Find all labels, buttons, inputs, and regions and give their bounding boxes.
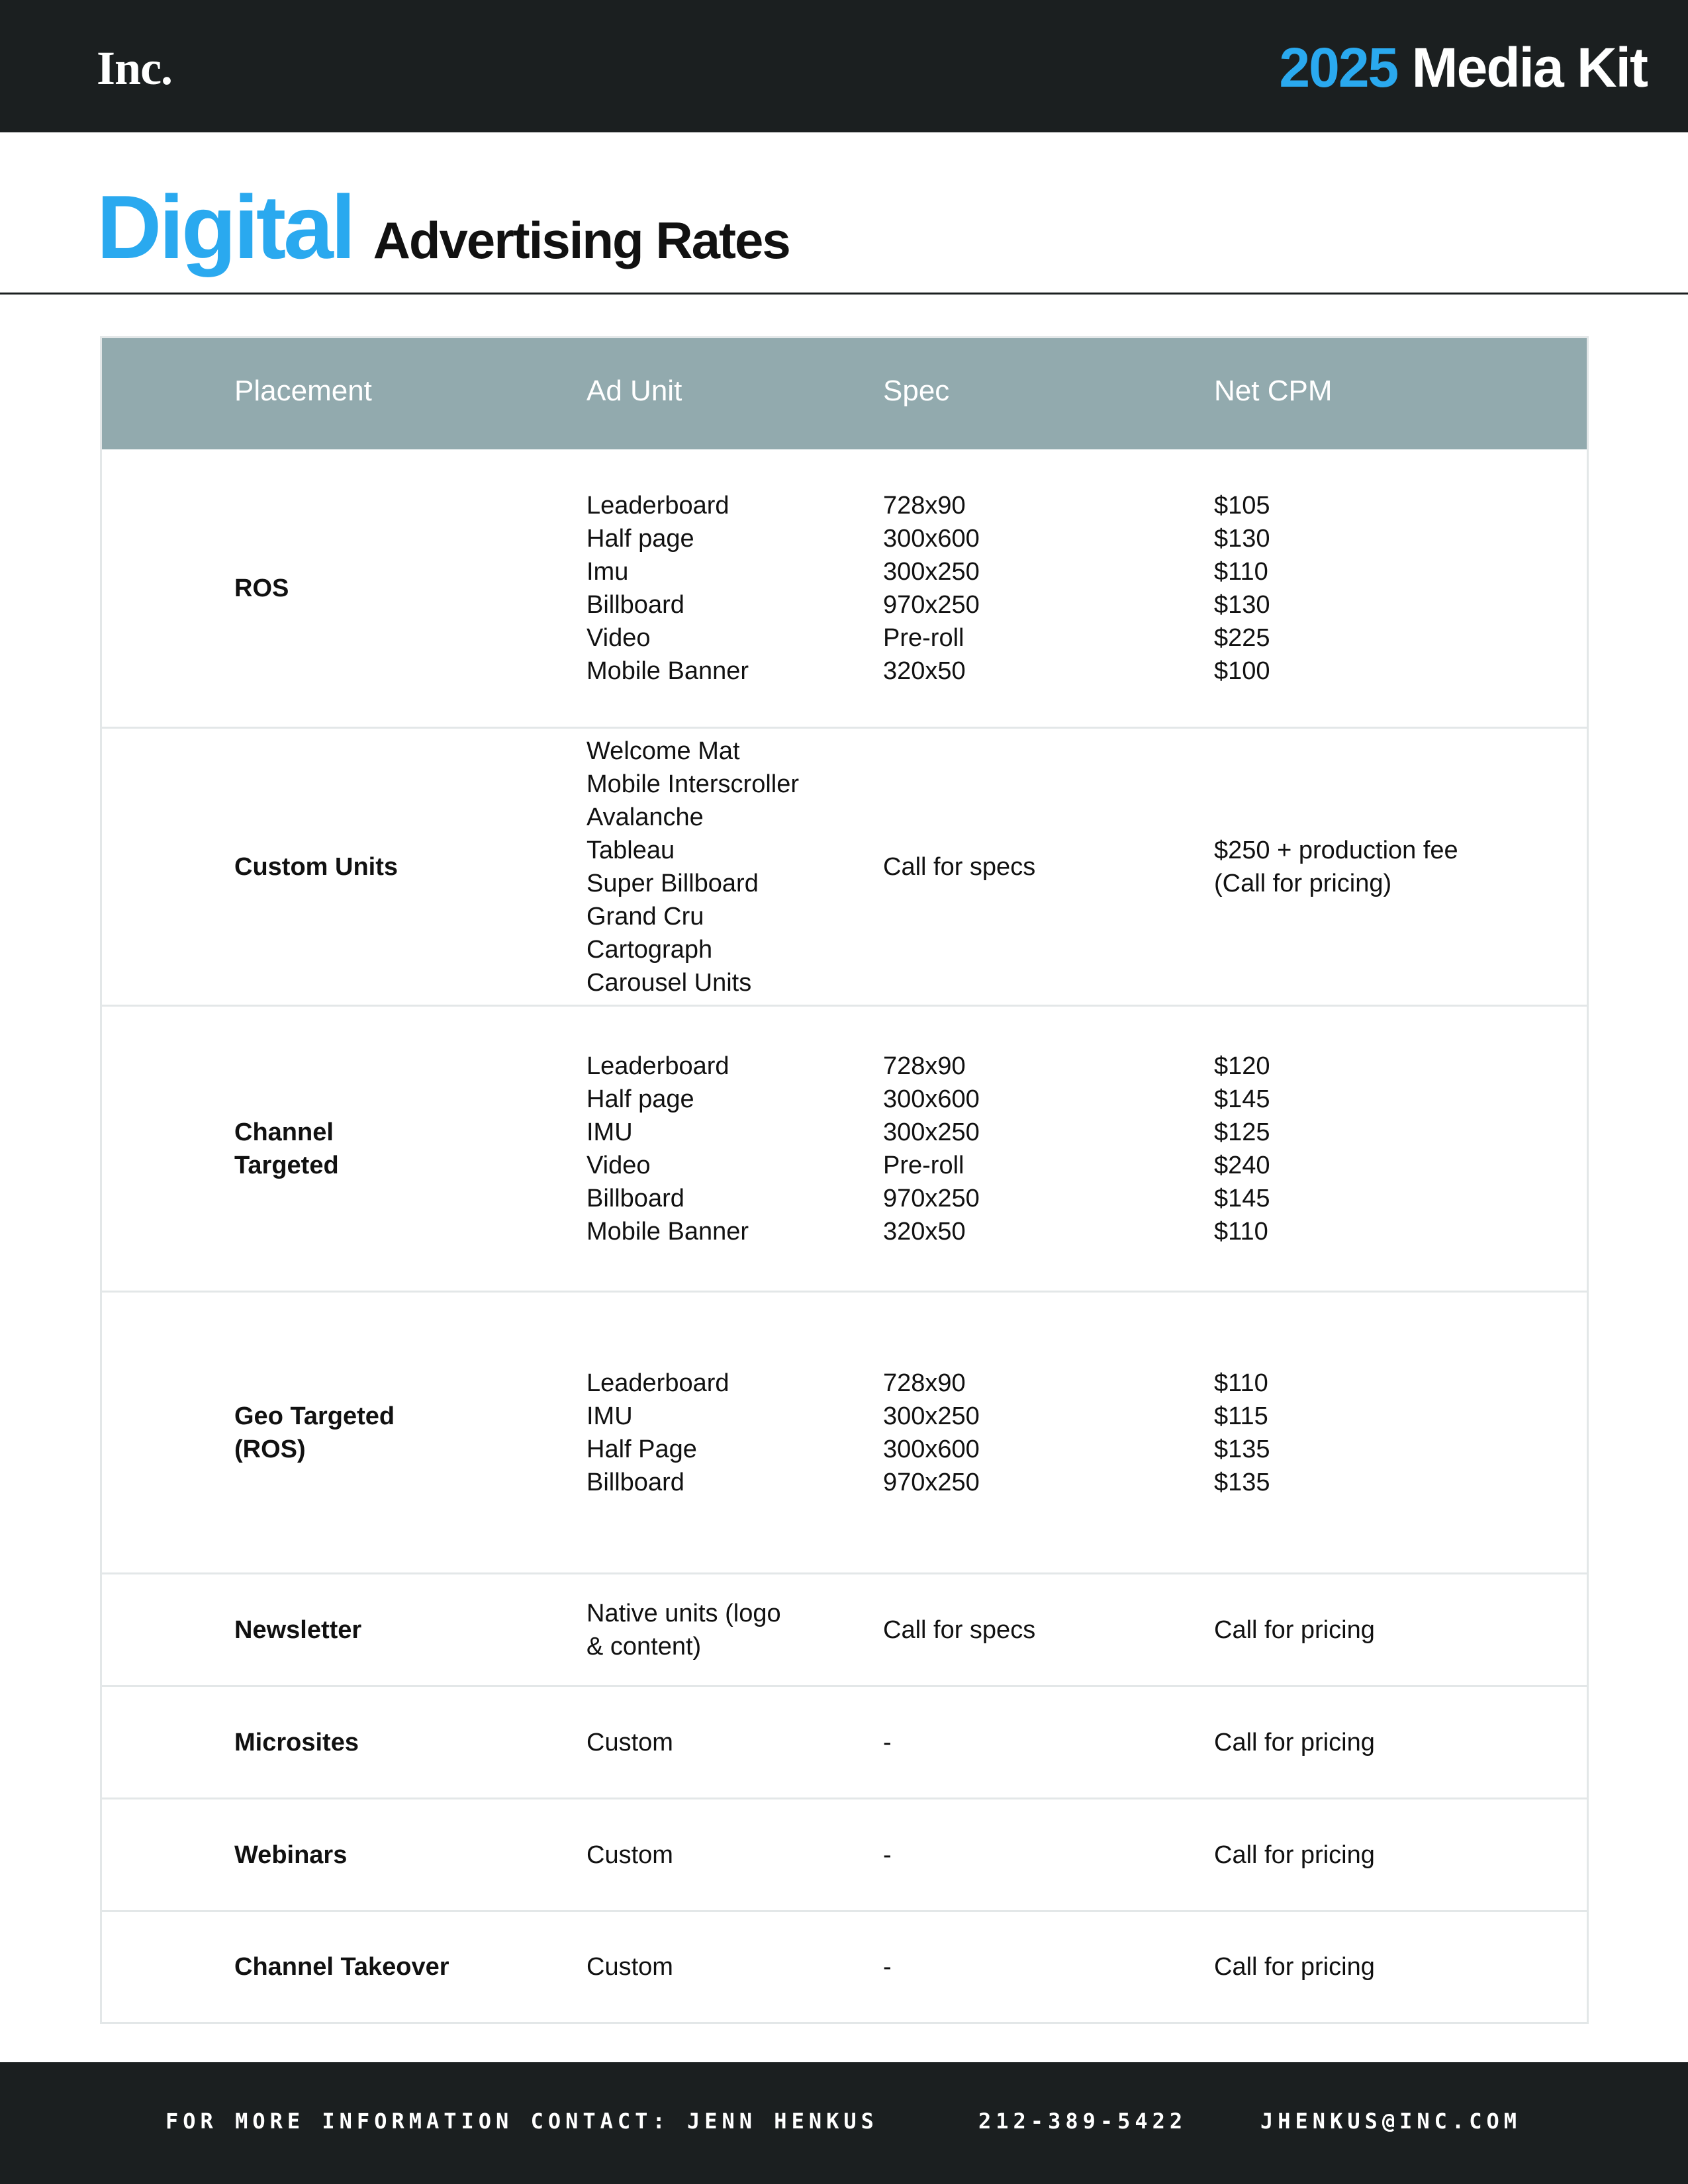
placement-line: Targeted [234, 1151, 339, 1179]
ad-unit-cell: Custom [586, 1841, 673, 1869]
header-spec: Spec [883, 375, 950, 407]
cpm-cell [1214, 1367, 1270, 1499]
cpm-cell [1214, 489, 1270, 688]
ad-unit-cell [586, 1597, 781, 1663]
spec: Call for specs [883, 852, 1036, 881]
placement-cell: Channel Takeover [234, 1953, 449, 1981]
ad-unit: Cartograph [586, 935, 713, 964]
cpm: $120 [1214, 1052, 1270, 1080]
spec: 300x250 [883, 557, 980, 586]
spec-cell: - [883, 1728, 892, 1756]
ad-unit: Imu [586, 557, 629, 586]
spec: 300x250 [883, 1118, 980, 1146]
ad-unit: Video [586, 623, 651, 652]
spec: 300x600 [883, 1435, 980, 1463]
ad-unit-cell [586, 1050, 749, 1248]
ad-unit: Billboard [586, 1184, 684, 1212]
title-divider [0, 293, 1688, 295]
footer-phone[interactable]: 212-389-5422 [978, 2109, 1188, 2134]
header-placement: Placement [234, 375, 372, 407]
table-row [102, 1912, 1587, 2022]
ad-unit: Carousel Units [586, 968, 752, 997]
ad-unit: IMU [586, 1402, 633, 1430]
ad-unit-cell: Custom [586, 1953, 673, 1981]
ad-unit: Billboard [586, 1468, 684, 1496]
ad-unit: Leaderboard [586, 491, 729, 520]
spec: 970x250 [883, 590, 980, 619]
ad-unit-cell: Custom [586, 1728, 673, 1756]
ad-unit: Mobile Interscroller [586, 770, 799, 798]
ad-unit: Mobile Banner [586, 1217, 749, 1246]
table-row [102, 1007, 1587, 1293]
spec: 728x90 [883, 1052, 966, 1080]
ad-unit: Grand Cru [586, 902, 704, 931]
page-title [97, 175, 790, 281]
spec: 728x90 [883, 1369, 966, 1397]
placement-cell: Newsletter [234, 1615, 362, 1644]
spec-cell [883, 489, 980, 688]
ad-unit: Half page [586, 1085, 694, 1113]
placement-line: Geo Targeted [234, 1402, 395, 1430]
cpm-cell [1214, 834, 1458, 900]
ad-unit: & content) [586, 1632, 702, 1661]
spec-cell: - [883, 1953, 892, 1981]
ad-unit: Avalanche [586, 803, 704, 831]
header-net-cpm: Net CPM [1214, 375, 1333, 407]
cpm: $250 + production fee [1214, 836, 1458, 864]
media-kit-title [1279, 36, 1647, 100]
spec-cell [883, 1367, 980, 1499]
cpm: $145 [1214, 1085, 1270, 1113]
spec-cell [883, 850, 1035, 884]
cpm: $135 [1214, 1435, 1270, 1463]
placement-cell: Microsites [234, 1728, 359, 1756]
spec: 300x250 [883, 1402, 980, 1430]
spec: 300x600 [883, 1085, 980, 1113]
table-row [102, 449, 1587, 729]
inc-logo: Inc. [97, 42, 173, 95]
placement-cell [234, 1400, 395, 1466]
table-row [102, 729, 1587, 1007]
top-banner [0, 0, 1688, 132]
ad-unit: Native units (logo [586, 1599, 781, 1627]
ad-unit: Super Billboard [586, 869, 759, 897]
ad-unit: Video [586, 1151, 651, 1179]
spec: 320x50 [883, 1217, 966, 1246]
placement-cell: ROS [234, 574, 289, 602]
placement-line: Channel [234, 1118, 334, 1146]
placement-cell: Webinars [234, 1841, 348, 1869]
footer-bar [0, 2062, 1688, 2184]
cpm-cell: Call for pricing [1214, 1953, 1375, 1981]
ad-unit: Half Page [586, 1435, 697, 1463]
table-row [102, 1574, 1587, 1687]
cpm: $125 [1214, 1118, 1270, 1146]
spec: Pre-roll [883, 1151, 964, 1179]
ad-unit: IMU [586, 1118, 633, 1146]
spec-cell [883, 1050, 980, 1248]
ad-unit: Welcome Mat [586, 737, 740, 765]
cpm-cell: Call for pricing [1214, 1615, 1375, 1644]
spec: 970x250 [883, 1468, 980, 1496]
cpm: $225 [1214, 623, 1270, 652]
ad-unit: Half page [586, 524, 694, 553]
footer-email[interactable]: JHENKUS@INC.COM [1260, 2109, 1521, 2134]
cpm: $115 [1214, 1402, 1268, 1430]
spec: 300x600 [883, 524, 980, 553]
ad-unit: Leaderboard [586, 1052, 729, 1080]
cpm: $130 [1214, 590, 1270, 619]
cpm: $100 [1214, 657, 1270, 685]
header-ad-unit: Ad Unit [586, 375, 682, 407]
page-title-rest: Advertising Rates [373, 211, 790, 269]
spec: 728x90 [883, 491, 966, 520]
spec-cell: - [883, 1841, 892, 1869]
ad-unit: Tableau [586, 836, 675, 864]
page-title-accent: Digital [97, 177, 353, 277]
cpm-cell [1214, 1050, 1270, 1248]
table-header [102, 338, 1587, 449]
cpm: $145 [1214, 1184, 1270, 1212]
cpm: $135 [1214, 1468, 1270, 1496]
spec-cell: Call for specs [883, 1615, 1036, 1644]
media-kit-year: 2025 [1279, 36, 1398, 99]
footer-contact: FOR MORE INFORMATION CONTACT: JENN HENKUS [165, 2109, 878, 2134]
ad-unit: Billboard [586, 590, 684, 619]
cpm: $110 [1214, 1217, 1268, 1246]
cpm: $110 [1214, 1369, 1268, 1397]
ad-unit-cell [586, 1367, 729, 1499]
placement-line: (ROS) [234, 1435, 306, 1463]
rates-table [100, 336, 1589, 2024]
spec: Pre-roll [883, 623, 964, 652]
placement-cell: Custom Units [234, 852, 398, 881]
media-kit-name: Media Kit [1411, 36, 1647, 99]
spec: 970x250 [883, 1184, 980, 1212]
placement-cell [234, 1116, 339, 1182]
cpm-cell: Call for pricing [1214, 1728, 1375, 1756]
ad-unit-cell [586, 735, 799, 999]
table-row [102, 1687, 1587, 1799]
cpm-cell: Call for pricing [1214, 1841, 1375, 1869]
cpm: $110 [1214, 557, 1268, 586]
table-row [102, 1293, 1587, 1574]
ad-unit: Mobile Banner [586, 657, 749, 685]
cpm: $105 [1214, 491, 1270, 520]
ad-unit: Leaderboard [586, 1369, 729, 1397]
spec: 320x50 [883, 657, 966, 685]
cpm: (Call for pricing) [1214, 869, 1392, 897]
cpm: $130 [1214, 524, 1270, 553]
table-row [102, 1799, 1587, 1912]
ad-unit-cell [586, 489, 749, 688]
cpm: $240 [1214, 1151, 1270, 1179]
